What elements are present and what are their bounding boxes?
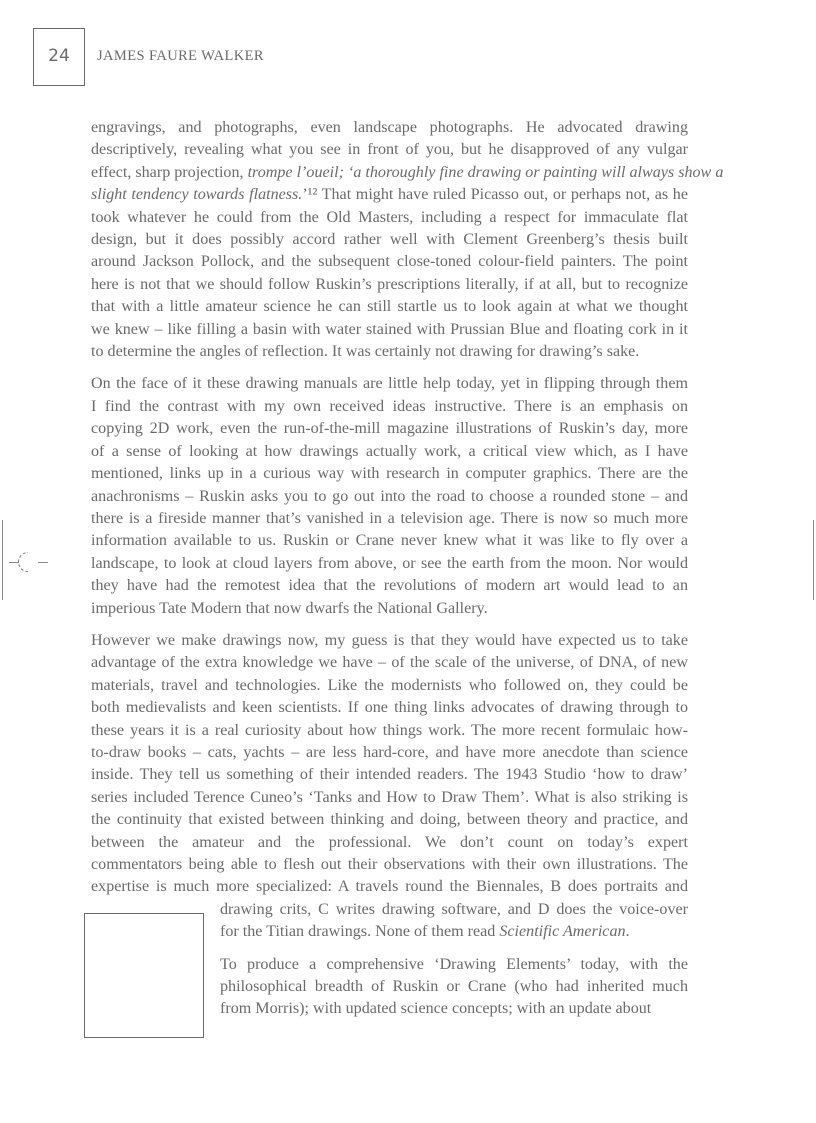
figure-placeholder (84, 913, 204, 1038)
text-line: from Morris); with updated science concepts; with an update about (220, 1000, 652, 1018)
paragraph (91, 117, 724, 363)
text-run: . (625, 923, 630, 941)
text-run: effect, sharp projection, (91, 163, 248, 181)
body-text (91, 117, 724, 1031)
text-line: I find the contrast with my own received ideas instructive. There is an emphasis on (91, 397, 688, 415)
text-line: To produce a comprehensive ‘Drawing Elements’ today, with the (220, 955, 688, 973)
italic-run: slight tendency towards flatness. (91, 186, 303, 204)
italic-run: trompe l’oueil; ‘a thoroughly fine drawing or painting will always show a (247, 163, 724, 181)
text-line: of a sense of looking at how drawings actually work, a critical view which, as I have (91, 442, 688, 460)
registration-mark-tick-left (9, 562, 19, 563)
text-line: we knew – like filling a basin with water stained with Prussian Blue and floating cork in it (91, 320, 688, 338)
text-line: advantage of the extra knowledge we have – of the scale of the universe, of DNA, of new (91, 654, 688, 672)
text-line: expertise is much more specialized: A travels round the Biennales, B does portraits and (91, 878, 688, 896)
text-line: took whatever he could from the Old Masters, including a respect for immaculate flat (91, 208, 688, 226)
text-line: around Jackson Pollock, and the subsequent close-toned colour-field painters. The point (91, 253, 688, 271)
running-head: JAMES FAURE WALKER (97, 48, 264, 64)
text-line: the continuity that existed between thinking and doing, between theory and practice, and (91, 811, 688, 829)
paragraph (91, 373, 688, 619)
text-line (91, 184, 688, 206)
text-line: information available to us. Ruskin or Crane never knew what it was like to fly over a (91, 532, 688, 550)
text-line: philosophical breadth of Ruskin or Crane (who had inherited much (220, 978, 688, 996)
text-line: series included Terence Cuneo’s ‘Tanks and How to Draw Them’. What is also striking is (91, 788, 688, 806)
text-line: imperious Tate Modern that now dwarfs the National Gallery. (91, 599, 488, 617)
text-line: here is not that we should follow Ruskin’s prescriptions literally, if at all, but to recognize (91, 275, 688, 293)
text-line: mentioned, links up in a curious way with research in computer graphics. There are the (91, 465, 688, 483)
text-line: inside. They tell us something of their intended readers. The 1943 Studio ‘how to draw’ (91, 766, 688, 784)
text-line: there is a fireside manner that’s vanished in a television age. There is now so much more (91, 509, 688, 527)
registration-mark-tick-right (38, 562, 48, 563)
text-line: design, but it does possibly accord rather well with Clement Greenberg’s thesis built (91, 231, 688, 249)
text-line: landscape, to look at cloud layers from above, or see the earth from the moon. Nor would (91, 554, 688, 572)
paragraph (91, 630, 688, 944)
text-line: engravings, and photographs, even landscape photographs. He advocated drawing (91, 119, 688, 136)
text-line (91, 162, 724, 184)
text-line: both medievalists and keen scientists. If one thing links advocates of drawing through to (91, 699, 688, 717)
text-run: ’¹² That might have ruled Picasso out, or perhaps not, as he (302, 186, 688, 204)
text-line: to-draw books – cats, yachts – are less hard-core, and have more anecdote than science (91, 743, 688, 761)
text-line: drawing crits, C writes drawing software, and D does the voice-over (220, 900, 688, 918)
text-line: that with a little amateur science he can still startle us to look again at what we thought (91, 298, 688, 316)
registration-mark-icon (18, 552, 38, 572)
crop-mark-left (2, 520, 3, 600)
page-number: 24 (48, 46, 70, 66)
crop-mark-right (813, 520, 814, 600)
text-line: these years it is a real curiosity about how things work. The more recent formulaic how- (91, 721, 688, 739)
text-line: between the amateur and the professional. We don’t count on today’s expert (91, 833, 688, 851)
text-line: On the face of it these drawing manuals are little help today, yet in flipping through them (91, 375, 688, 393)
text-line: anachronisms – Ruskin asks you to go out into the road to choose a rounded stone – and (91, 487, 688, 505)
text-line: they have had the remotest idea that the revolutions of modern art would lead to an (91, 577, 688, 595)
text-line: descriptively, revealing what you see in front of you, but he disapproved of any vulgar (91, 141, 688, 159)
text-line: copying 2D work, even the run-of-the-mill magazine illustrations of Ruskin’s day, more (91, 420, 688, 438)
text-line: materials, travel and technologies. Like the modernists who followed on, they could be (91, 676, 688, 694)
italic-run: Scientific American (499, 923, 626, 941)
text-line: However we make drawings now, my guess is that they would have expected us to take (91, 631, 688, 649)
text-line: commentators being able to flesh out their observations with their own illustrations. The (91, 856, 688, 873)
text-line: to determine the angles of reflection. It was certainly not drawing for drawing’s sake. (91, 343, 640, 361)
text-run: for the Titian drawings. None of them read (220, 923, 500, 941)
